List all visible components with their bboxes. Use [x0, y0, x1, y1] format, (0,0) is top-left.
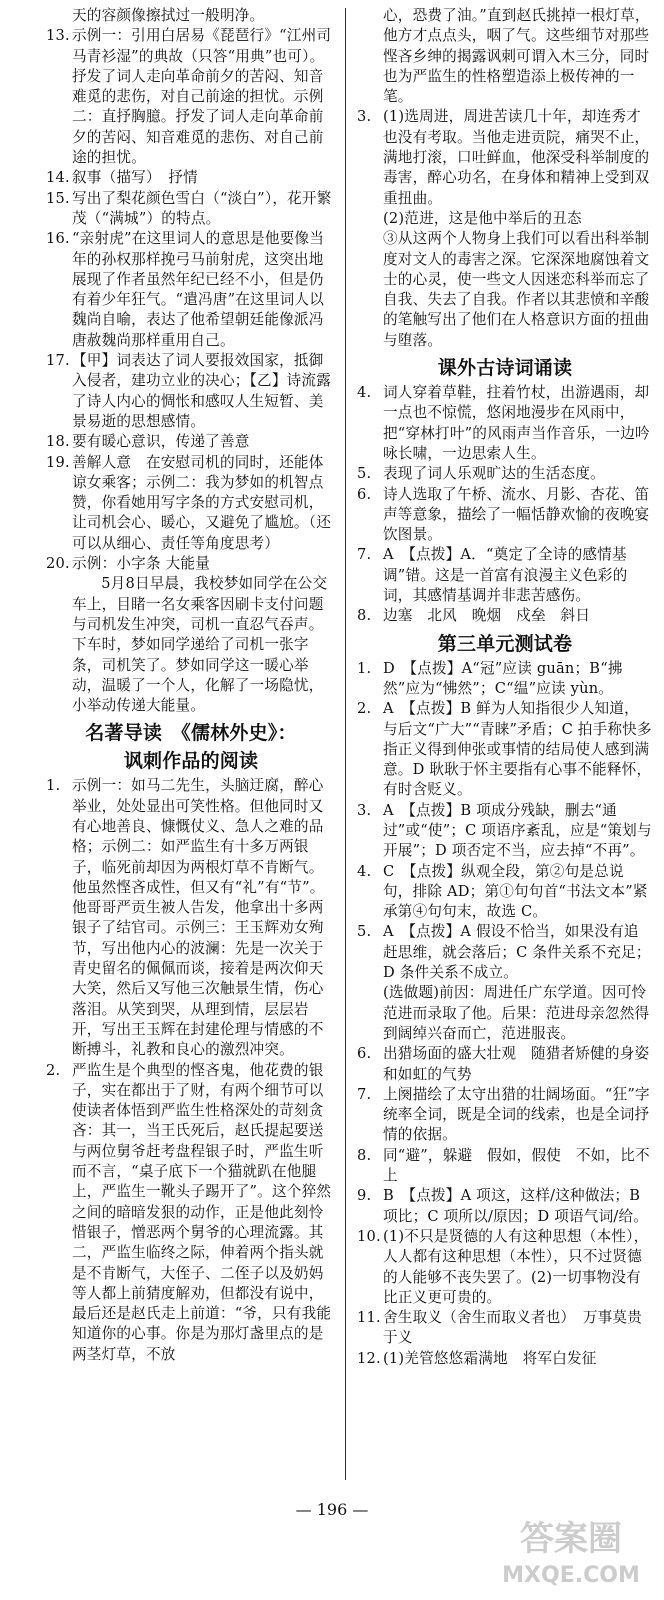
left-column [46, 6, 336, 1540]
item-text: 边塞 北风 晚烟 戍垒 斜日 [383, 607, 591, 625]
list-item [46, 432, 336, 452]
item-text: ③从这两个人物身上我们可以看出科举制度对文人的毒害之深。它深深地腐蚀着文士的心灵，使一些文人因迷恋科举而忘了自我、失去了自我。作者以其悲愤和辛酸的笔触写出了他们在人格意识方面的扭曲与堕落。 [383, 230, 650, 349]
list-item [357, 1227, 653, 1308]
item-text: 舍生取义（舍生而取义者也） 万事莫贵于义 [383, 1309, 642, 1347]
item-text: 词人穿着草鞋，拄着竹杖，出游遇雨，却一点也不惊慌，悠闲地漫步在风雨中，把“穿林打叶”的风雨声当作音乐，一边吟咏长啸，一边思索人生。 [383, 384, 650, 462]
list-item [357, 485, 653, 546]
list-item [46, 229, 336, 351]
list-item [46, 189, 336, 230]
item-number: 4. [357, 862, 372, 880]
item-number: 6. [357, 485, 372, 503]
item-number: 2. [46, 1061, 61, 1079]
continued-text: 天的容颜像擦拭过一般明净。 [72, 7, 265, 24]
item-text: 严监生是个典型的悭吝鬼，他花费的银子，实在都出于了财，有两个细节可以使读者体悟到严监生性格深处的苛刻贪吝：其一，当王氏死后，赵氏提起要送与两位舅爷赶考盘程银子时，严监生听而不言，“桌子底下一个猫就趴在他腿上，严监生一靴头子踢开了”。这个猝然之间的暗暗发狠的动作，正是他此刻怜惜银子，憎恶两个舅爷的心理流露。其二，严监生临终之际，伸着两个指头就是不肯断气，大侄子、二侄子以及奶妈等人都上前猜度解劝，但都没有说中，最后还是赵氏走上前道：“爷，只有我能知道你的心事。你是为那灯盏里点的是两茎灯草，不放 [72, 1061, 332, 1363]
item-number: 14. [46, 169, 70, 187]
item-number: 10. [357, 1227, 381, 1245]
item-number: 3. [357, 108, 372, 126]
item-text: 同“避”，躲避 假如，假使 不如，比不上 [383, 1146, 650, 1185]
list-item [357, 606, 653, 626]
item-text: 上阕描绘了太守出猎的壮阔场面。“狂”字统率全词，既是全词的线索，也是全词抒情的依据。 [383, 1085, 650, 1144]
item-text: A 【点拨】A．“奠定了全诗的感情基调”错。这是一首富有浪漫主义色彩的词，其感情基调并非悲苦感伤。 [383, 546, 628, 605]
list-item [357, 383, 653, 464]
item-number: 3. [357, 801, 372, 819]
item-text: (1)不只是贤德的人有这种思想（本性），人人都有这种思想（本性），只不过贤德的人能够不丧失罢了。(2)一切事物没有比正义更可贵的。 [383, 1227, 649, 1306]
continued-text: 心，恐费了油。”直到赵氏挑掉一根灯草，他方才点点头，咽了气。这些细节对那些悭吝乡绅的揭露讽刺可谓入木三分，同时也为严监生的性格塑造添上极传神的一笔。 [383, 7, 650, 106]
item-number: 4. [357, 384, 372, 402]
list-item [46, 168, 336, 188]
list-item [357, 1186, 653, 1227]
item-text: C 【点拨】纵观全段，第②句是总说句，排除 AD；第①句句首“书法文本”紧承第④句句末，故选 C。 [383, 862, 648, 921]
list-item [46, 453, 336, 554]
list-item [357, 464, 653, 484]
item-text: 示例一：引用白居易《琵琶行》“江州司马青衫湿”的典故（只答“用典”也可）。抒发了词人走向革命前夕的苦闷、知音难觅的悲伤，对自己前途的担忧。示例二：直抒胸臆。抒发了词人走向革命前夕的苦闷、知音难觅的悲伤、对自己前途的担忧。 [72, 27, 332, 167]
list-item [357, 801, 653, 862]
list-item [357, 983, 653, 1044]
item-number: 12. [357, 1349, 381, 1367]
list-item [357, 229, 653, 351]
list-item [357, 862, 653, 923]
item-number: 19. [46, 453, 70, 471]
right-column [357, 6, 653, 1540]
page-number: — 196 — [295, 1500, 369, 1519]
item-text: D 【点拨】A“冠”应读 guān；B“拂然”应为“怫然”；C“缊”应读 yùn。 [383, 659, 623, 697]
item-text: (2)范进，这是他中举后的丑态 [383, 209, 582, 227]
list-item [357, 1349, 653, 1369]
section-title: 第三单元测试卷 [437, 632, 573, 655]
item-number: 16. [46, 230, 70, 248]
list-item [46, 26, 336, 168]
item-text: 示例一：如马二先生，头脑迂腐，醉心举业，处处显出可笑性格。但他同时又有心地善良、慷慨仗义、急人之难的品格；示例二：如严监生有十多万两银子，临死前却因为两根灯草不肯断气。他虽然悭吝成性，但又有“礼”有“节”。他哥哥严贡生被人告发，他拿出十多两银子了结官司。示例三：王玉辉劝女殉节，写出他内心的波澜：先是一次关于青史留名的佩佩而谈，接着是两次仰天大笑，然后又写他三次触景生情，伤心落泪。从笑到哭，从理到情，层层岩开，写出王玉辉在封建伦理与情感的不断搏斗，礼教和良心的激烈冲突。 [72, 777, 325, 1059]
list-item [357, 209, 653, 229]
item-text: A 【点拨】B 鲜为人知指很少人知道，与后文“广大”“青睐”矛盾；C 拍手称快多指正义得到伸张或事情的结局使人感到满意。D 耿耿于怀主要指有心事不能释怀，有时含贬义。 [383, 700, 652, 799]
item-number: 9. [357, 1187, 372, 1205]
item-number: 17. [46, 352, 70, 370]
list-item [357, 1146, 653, 1187]
item-text: A 【点拨】A 假设不恰当，如果没有追赶思维，就会落后；C 条件关系不充足；D 条件关系不成立。 [383, 923, 651, 982]
story-paragraph: 5月8日早晨，我校梦如同学在公交车上，目睹一名女乘客因刷卡支付问题与司机发生冲突，司机一直忍气吞声。下车时，梦如同学递给了司机一张字条，司机笑了。梦如同学这一暖心举动，温暖了一个人，化解了一场隐忧，小举动传递大能量。 [72, 575, 328, 715]
item-number: 11. [357, 1309, 381, 1327]
list-item [46, 1061, 336, 1365]
item-text: 表现了词人乐观旷达的生活态度。 [383, 465, 605, 483]
list-item [357, 1044, 653, 1085]
item-text: 写出了梨花颜色雪白（“淡白”），花开繁茂（“满城”）的特点。 [72, 189, 332, 227]
item-number: 20. [46, 555, 70, 573]
item-text: 出猎场面的盛大壮观 随猎者矫健的身姿和如虹的气势 [383, 1045, 650, 1083]
item-number: 2. [357, 700, 372, 718]
item-number: 13. [46, 27, 70, 45]
item-text: 示例：小字条 大能量 [72, 555, 210, 573]
item-number: 5. [357, 923, 372, 941]
watermark-icon [496, 1510, 646, 1590]
section-title: 课外古诗词诵读 [437, 357, 573, 380]
item-number: 7. [357, 546, 372, 564]
item-number: 1. [357, 659, 372, 677]
item-text: 诗人选取了午桥、流水、月影、杏花、笛声等意象，描绘了一幅恬静欢愉的夜晚宴饮图景。 [383, 485, 650, 544]
item-text: (1)选周进，周进苦读几十年，却连秀才也没有考取。当他走进贡院，痛哭不止，满地打滚，口吐鲜血，他深受科举制度的毒害，醉心功名，在身体和精神上受到双重扭曲。 [383, 108, 650, 207]
item-number: 8. [357, 1146, 372, 1164]
item-number: 8. [357, 607, 372, 625]
item-text: (选做题)前因：周进任广东学道。因可怜范进而录取了他。后果：范进母亲忽然得到阔绰兴奋而亡，范进服丧。 [383, 984, 650, 1042]
item-text: “亲射虎”在这里词人的意思是他要像当年的孙权那样挽弓马前射虎，这突出地展现了作者虽然年纪已经不小，但是仍有着少年狂气。“遣冯唐”在这里词人以魏尚自喻，表达了他希望朝廷能像派冯唐赦魏尚那样重用自己。 [72, 230, 325, 349]
item-number: 18. [46, 433, 70, 451]
list-item [357, 1308, 653, 1349]
list-item [357, 922, 653, 983]
column-divider [345, 8, 346, 1480]
item-number: 5. [357, 465, 372, 483]
list-item [46, 554, 336, 574]
list-item [357, 699, 653, 800]
item-number: 15. [46, 189, 70, 207]
item-text: 叙事（描写） 抒情 [72, 169, 198, 187]
item-text: 要有暖心意识，传递了善意 [72, 433, 250, 451]
section-title: 名著导读 《儒林外史》： [85, 722, 297, 745]
item-text: 善解人意 在安慰司机的同时，还能体谅女乘客；示例二：我为梦如的机智点赞，你看她用写字条的方式安慰司机，让司机会心、暖心，又避免了尴尬。（还可以从细心、责任等角度思考） [72, 453, 331, 552]
watermark-url: MXQE.COM [502, 1563, 640, 1588]
list-item [46, 776, 336, 1060]
list-item [357, 107, 653, 208]
watermark-text: 答案圈 [520, 1519, 622, 1559]
section-subtitle: 讽刺作品的阅读 [123, 750, 259, 773]
item-text: A 【点拨】B 项成分残缺，删去“通过”或“使”；C 项语序紊乱，应是“策划与开展”；D 项否定不当，应去掉“不再”。 [383, 801, 652, 860]
item-number: 7. [357, 1085, 372, 1103]
item-number: 6. [357, 1045, 372, 1063]
item-number: 1. [46, 777, 61, 795]
watermark-logo [496, 1510, 646, 1590]
list-item [357, 545, 653, 606]
item-text: B 【点拨】A 项这，这样/这种做法；B 项比；C 项所以/原因；D 项语气词/给。 [383, 1187, 649, 1225]
list-item [46, 351, 336, 432]
item-text: 【甲】词表达了词人要报效国家，抵御入侵者，建功立业的决心；【乙】诗流露了诗人内心的惆怅和感叹人生短暂、美景易逝的思想感情。 [72, 352, 331, 430]
item-text: (1)羌管悠悠霜满地 将军白发征 [383, 1349, 597, 1367]
list-item [357, 659, 653, 700]
list-item [357, 1085, 653, 1146]
